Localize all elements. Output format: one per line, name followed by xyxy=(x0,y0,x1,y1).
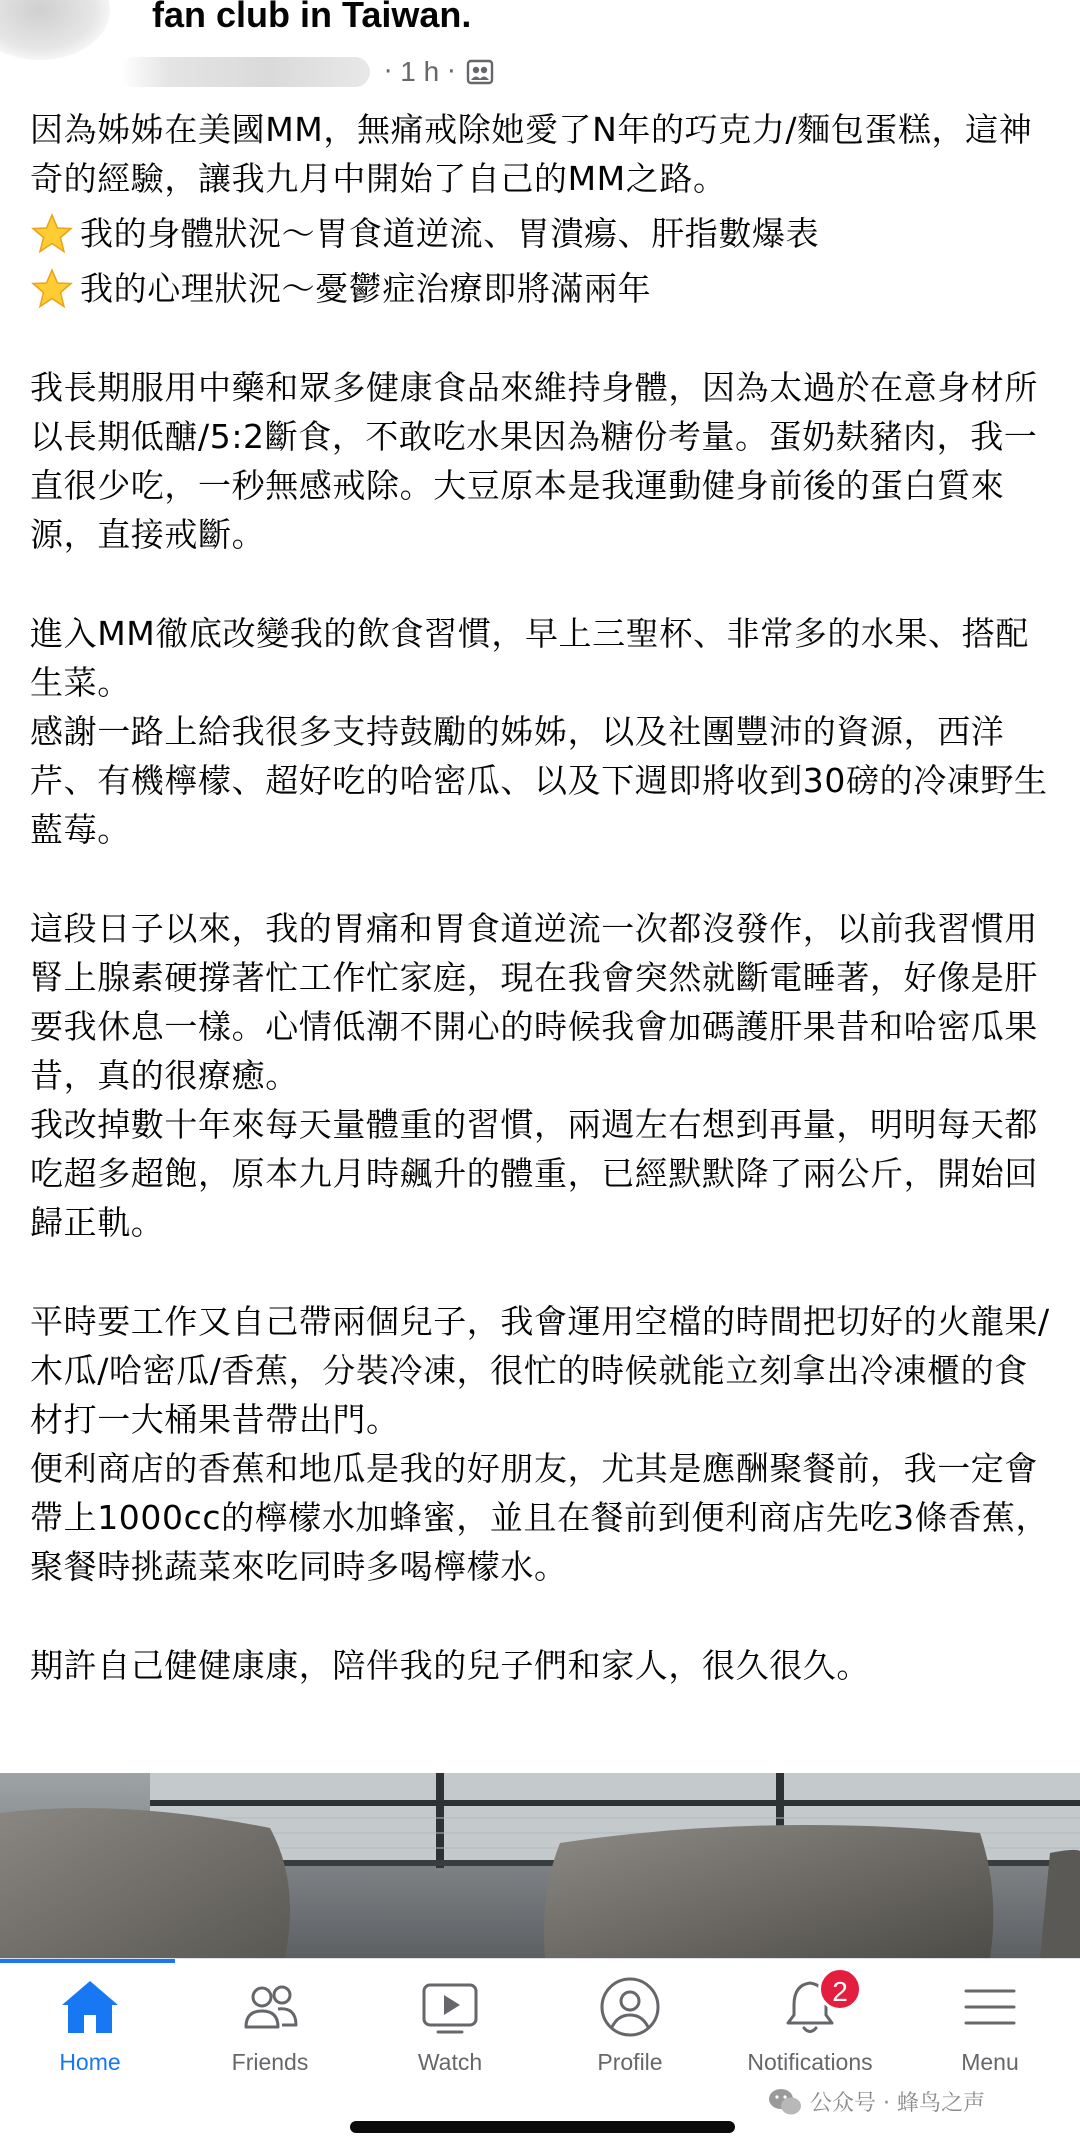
star-emoji-icon xyxy=(30,212,74,256)
photo-sofa-image xyxy=(0,1773,1080,1958)
post-paragraph-4: 這段日子以來，我的胃痛和胃食道逆流一次都沒發作，以前我習慣用腎上腺素硬撐著忙工作忙家庭，現在我會突然就斷電睡著，好像是肝要我休息一樣。心情低潮不開心的時候我會加碼護肝果昔和哈密瓜果昔，真的很療癒。 xyxy=(30,909,1038,1095)
post-paragraph-7: 便利商店的香蕉和地瓜是我的好朋友，尤其是應酬聚餐前，我一定會帶上1000cc的檸檬水加蜂蜜，並且在餐前到便利商店先吃3條香蕉，聚餐時挑蔬菜來吃同時多喝檸檬水。 xyxy=(30,1449,1050,1586)
star-emoji-icon xyxy=(30,267,74,311)
group-name[interactable]: fan club in Taiwan. xyxy=(152,0,472,35)
post-paragraph-2: 進入MM徹底改變我的飲食習慣，早上三聖杯、非常多的水果、搭配生菜。 xyxy=(30,614,1029,702)
body-status-text: 我的身體狀況～胃食道逆流、胃潰瘍、肝指數爆表 xyxy=(80,214,820,253)
tab-home-label: Home xyxy=(59,2049,121,2075)
post-paragraph-3: 感謝一路上給我很多支持鼓勵的姊姊，以及社團豐沛的資源，西洋芹、有機檸檬、超好吃的哈密瓜、以及下週即將收到30磅的冷凍野生藍莓。 xyxy=(30,712,1048,849)
watermark-text: 公众号 · 蜂鸟之声 xyxy=(810,2091,985,2116)
post-photo[interactable] xyxy=(0,1773,1080,1958)
menu-icon xyxy=(958,1975,1022,2039)
tab-watch-label: Watch xyxy=(417,2049,483,2075)
post-paragraph-8: 期許自己健健康康，陪伴我的兒子們和家人，很久很久。 xyxy=(30,1646,870,1685)
profile-icon xyxy=(598,1975,662,2039)
watch-icon xyxy=(418,1975,482,2039)
tab-watch[interactable] xyxy=(360,1975,540,2095)
tab-profile-label: Profile xyxy=(597,2049,663,2075)
blurred-author-name[interactable] xyxy=(120,57,370,87)
body-status-line xyxy=(30,209,1060,258)
tab-profile[interactable] xyxy=(540,1975,720,2095)
bottom-tab-bar xyxy=(0,1958,1080,2152)
home-indicator xyxy=(350,2121,735,2133)
meta-separator-2: · xyxy=(447,57,456,87)
mental-status-line xyxy=(30,264,1060,313)
active-tab-indicator xyxy=(0,1959,175,1963)
post-paragraph-6: 平時要工作又自己帶兩個兒子，我會運用空檔的時間把切好的火龍果/木瓜/哈密瓜/香蕉，分裝冷凍，很忙的時候就能立刻拿出冷凍櫃的食材打一大桶果昔帶出門。 xyxy=(30,1302,1050,1439)
tab-menu[interactable] xyxy=(900,1975,1080,2095)
mental-status-text: 我的心理狀況～憂鬱症治療即將滿兩年 xyxy=(80,269,652,308)
notification-count-badge: 2 xyxy=(818,1967,862,2011)
wechat-watermark xyxy=(768,2086,985,2117)
post-timestamp[interactable]: 1 h xyxy=(400,56,440,87)
post-intro: 因為姊姊在美國MM，無痛戒除她愛了N年的巧克力/麵包蛋糕，這神奇的經驗，讓我九月中開始了自己的MM之路。 xyxy=(30,110,1033,198)
tab-notifications-label: Notifications xyxy=(747,2049,873,2075)
home-icon xyxy=(58,1975,122,2039)
post-paragraph-5: 我改掉數十年來每天量體重的習慣，兩週左右想到再量，明明每天都吃超多超飽，原本九月時飆升的體重，已經默默降了兩公斤，開始回歸正軌。 xyxy=(30,1105,1038,1242)
tab-friends[interactable] xyxy=(180,1975,360,2095)
tab-notifications[interactable] xyxy=(720,1975,900,2095)
meta-separator: · xyxy=(384,57,393,87)
tab-menu-label: Menu xyxy=(961,2049,1019,2075)
post-meta xyxy=(120,52,495,92)
tab-friends-label: Friends xyxy=(231,2049,309,2075)
post-body xyxy=(30,105,1060,1690)
tab-home[interactable] xyxy=(0,1975,180,2095)
blurred-avatar[interactable] xyxy=(0,0,110,60)
post-header xyxy=(0,0,1080,90)
friends-icon xyxy=(238,1975,302,2039)
post-paragraph-1: 我長期服用中藥和眾多健康食品來維持身體，因為太過於在意身材所以長期低醣/5:2斷食，不敢吃水果因為糖份考量。蛋奶麸豬肉，我一直很少吃，一秒無感戒除。大豆原本是我運動健身前後的蛋白質來源，直接戒斷。 xyxy=(30,368,1038,554)
wechat-icon xyxy=(768,2087,802,2117)
group-audience-icon xyxy=(465,57,495,87)
